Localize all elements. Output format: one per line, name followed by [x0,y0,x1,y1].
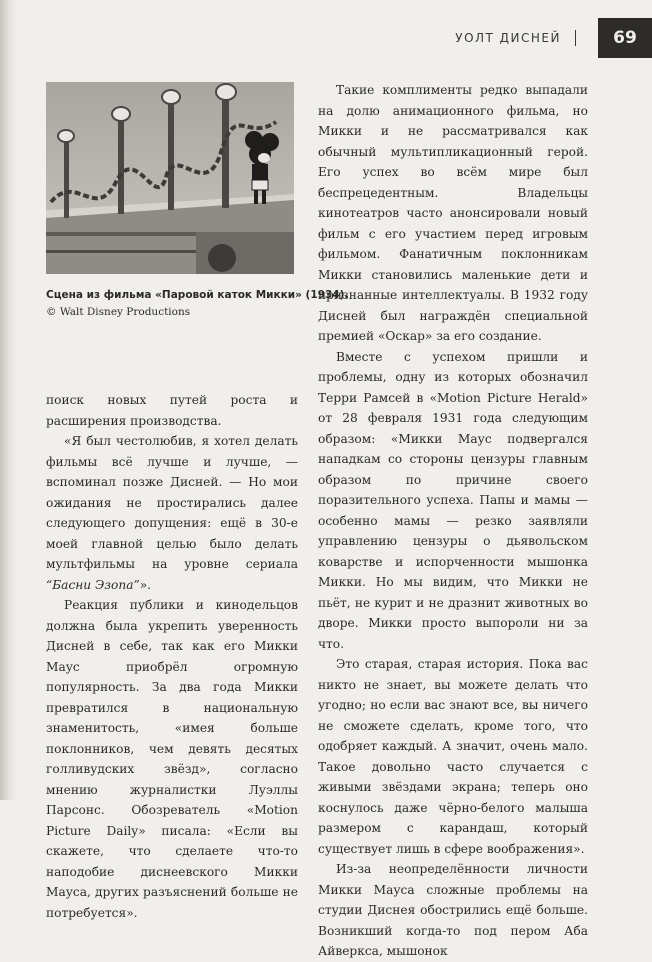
caption-credit: © Walt Disney Productions [46,306,191,318]
film-still-illustration [46,82,294,274]
paragraph: Такие комплименты редко выпадали на долю анимационного фильма, но Микки и не рассматривался как обычный мультипликационный герой. Его успех во всём мире был беспрецедентным. Владельцы кинотеатров часто анонсировали новый фильм с его участием перед игровым фильмом. Фанатичным поклонникам Микки становились маленькие дети и признанные интеллектуалы. В 1932 году Дисней был награждён специальной премией «Оскар» за его создание. [318,83,588,343]
paragraph-text: «Я был честолюбив, я хотел делать фильмы всё лучше и лучше, — вспоминал позже Дисней. — Но мои ожидания не простирались далее следующего допущения: ещё в 30-е моей главной целью было делать мультфильмы на уровне сериала [46,434,298,571]
page-number: 69 [598,18,652,58]
paragraph-text: ». [139,577,152,592]
paragraph: Вместе с успехом пришли и проблемы, одну из которых обозначил Терри Рамсей в «Motion Picture Herald» от 28 февраля 1931 года следующим образом: «Микки Маус подвергался нападкам со стороны цензуры главным образом по причине своего поразительного успеха. Папы и мамы — особенно мамы — резко заявляли управлению цензуры о дьявольском коварстве и испорченности мышонка Микки. Но мы видим, что Микки не пьёт, не курит и не дразнит животных во дворе. Микки просто выпороли ни за что. [318,349,588,651]
italic-title: “Басни Эзопа” [46,577,140,592]
running-header [455,18,652,58]
paragraph [46,431,298,595]
caption-title: Сцена из фильма «Паровой каток Микки» (1934). [46,289,349,301]
header-divider [575,30,576,46]
paragraph: Из-за неопределённости личности Микки Мауса сложные проблемы на студии Диснея обострились ещё больше. Возникший когда-то под пером Аба Айверкса, мышонок [318,862,588,958]
page-gutter-shadow [0,0,16,800]
left-text-column [46,390,298,923]
film-still-image [46,82,294,274]
right-text-column [318,80,588,962]
figure-caption [46,287,349,321]
paragraph: Реакция публики и кинодельцов должна была укрепить уверенность Дисней в себе, так как его Микки Маус приобрёл огромную популярность. За два года Микки превратился в национальную знаменитость, «имея больше поклонников, чем девять десятых голливудских звёзд», согласно мнению журналистки Луэллы Парсонс. Обозреватель «Motion Picture Daily» писала: «Если вы скажете, что сделаете что-то наподобие диснеевского Микки Мауса, других разъяснений больше не потребуется». [46,598,298,920]
paragraph: Это старая, старая история. Пока вас никто не знает, вы можете делать что угодно; но если вас знают все, вы ничего не сможете сделать, кроме того, что одобряет каждый. А значит, очень мало. Такое довольно часто случается с живыми звёздами экрана; теперь оно коснулось даже чёрно-белого малыша размером с карандаш, который существует лишь в сфере воображения». [318,657,588,856]
paragraph: поиск новых путей роста и расширения производства. [46,393,298,428]
roller-wheel [208,244,236,272]
running-head-title: УОЛТ ДИСНЕЙ [455,31,561,45]
